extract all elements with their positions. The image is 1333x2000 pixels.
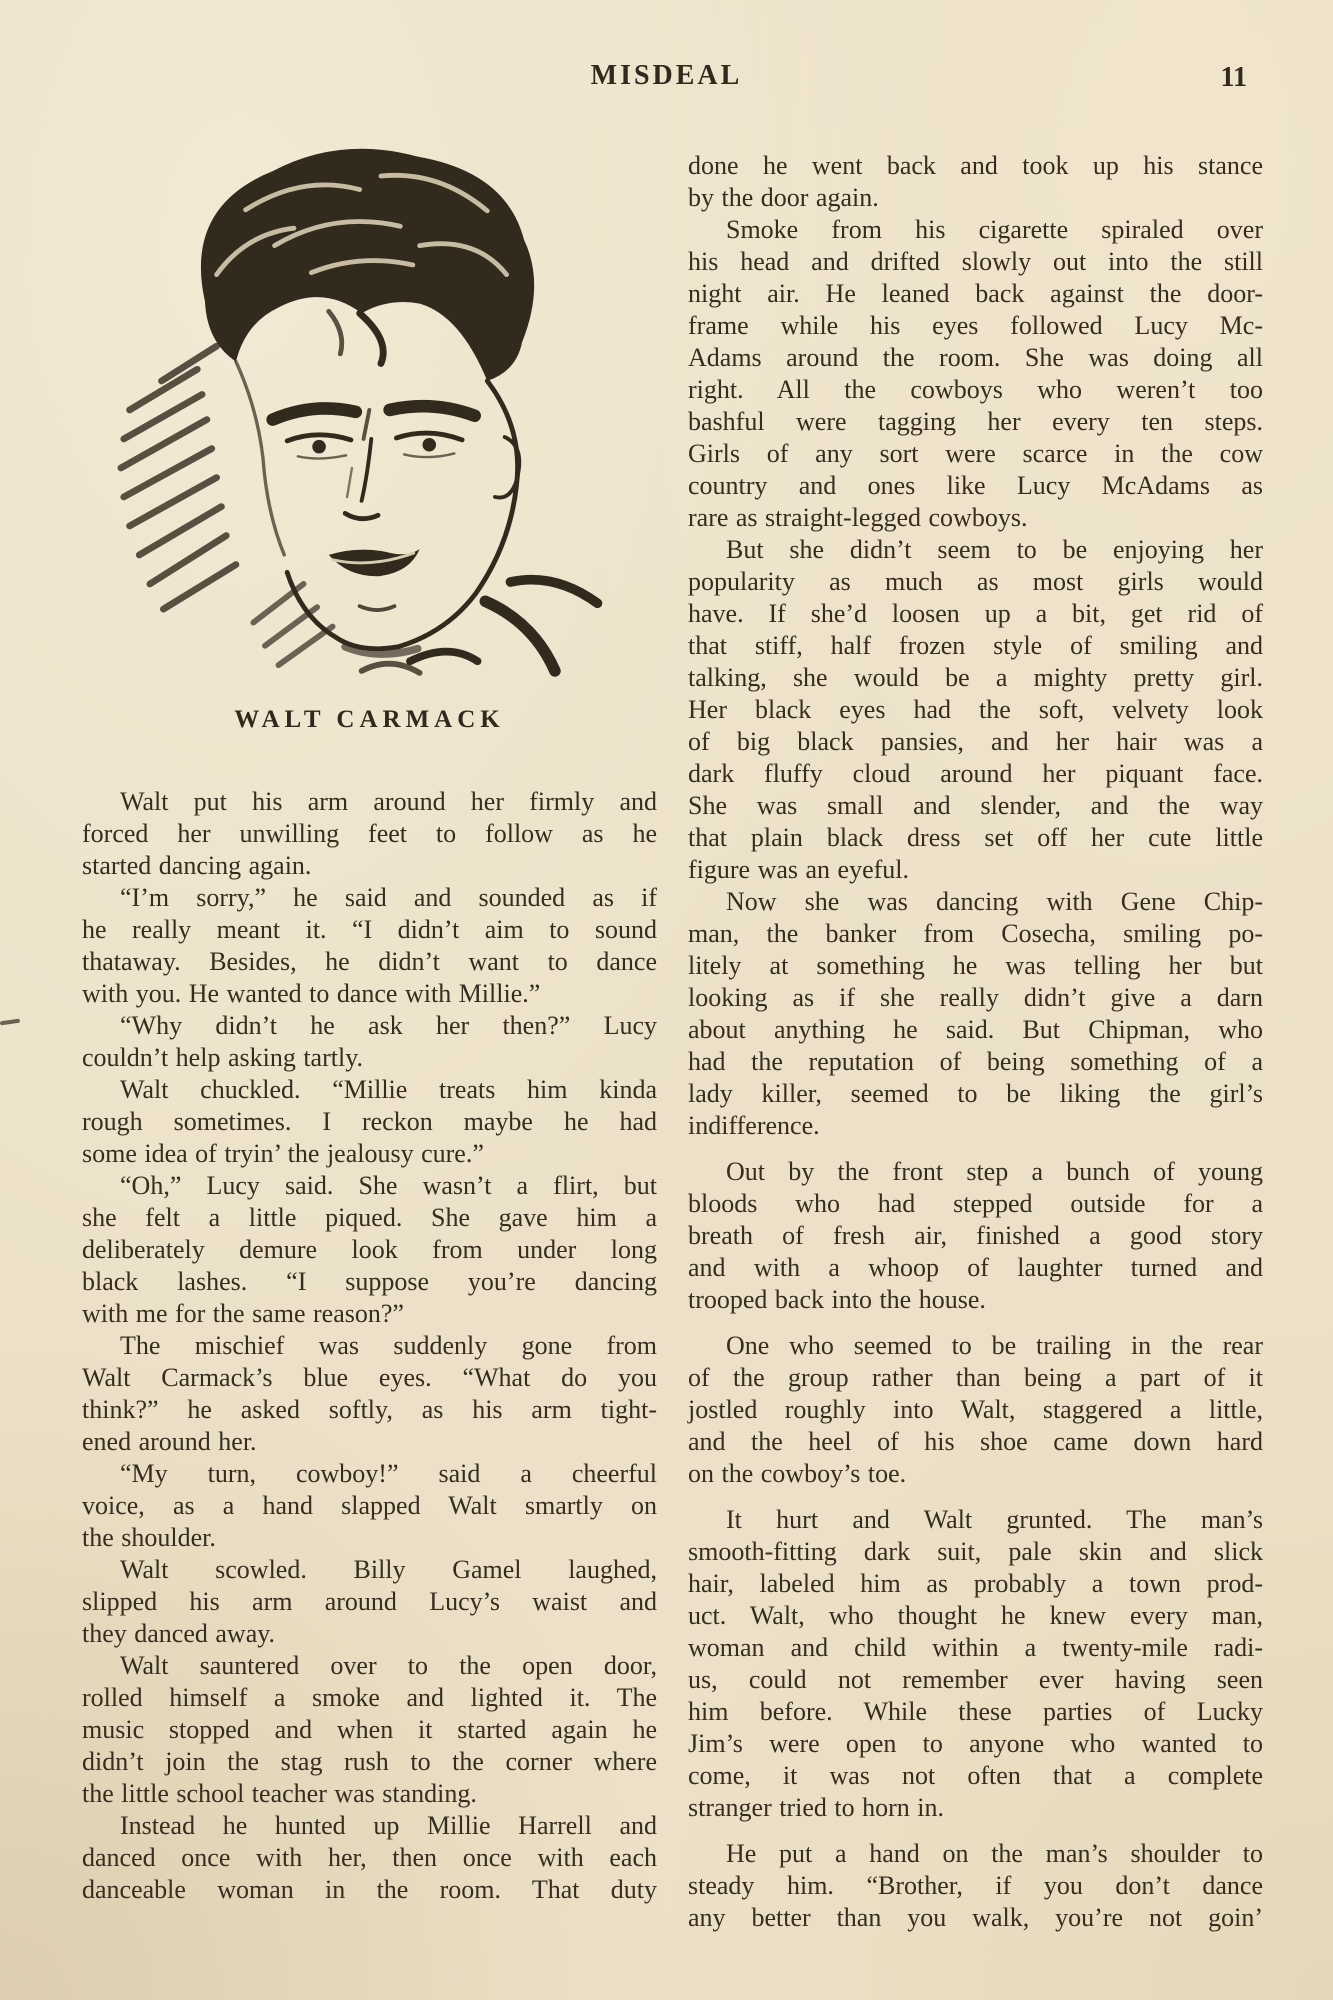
text-line: woman and child within a twenty-mile radi- xyxy=(688,1633,1263,1662)
paragraph xyxy=(688,150,1263,214)
paragraph xyxy=(688,214,1263,534)
paragraph xyxy=(82,1330,657,1458)
text-line: on the cowboy’s toe. xyxy=(688,1459,907,1488)
paragraph xyxy=(688,1156,1263,1316)
text-line: stranger tried to horn in. xyxy=(688,1793,944,1822)
right-column xyxy=(688,150,1263,1934)
text-line: and the heel of his shoe came down hard xyxy=(688,1427,1263,1456)
text-line: “I’m sorry,” he said and sounded as if xyxy=(120,883,657,912)
text-line: started dancing again. xyxy=(82,851,312,880)
paragraph xyxy=(82,1554,657,1650)
text-line: lady killer, seemed to be liking the girl’s xyxy=(688,1079,1263,1108)
text-line: “My turn, cowboy!” said a cheerful xyxy=(120,1459,657,1488)
text-line: Walt put his arm around her firmly and xyxy=(120,787,657,816)
text-line: ened around her. xyxy=(82,1427,257,1456)
text-line: of big black pansies, and her hair was a xyxy=(688,727,1263,756)
text-line: deliberately demure look from under long xyxy=(82,1235,657,1264)
text-line: Smoke from his cigarette spiraled over xyxy=(726,215,1263,244)
text-line: litely at something he was telling her but xyxy=(688,951,1263,980)
paragraph xyxy=(82,1458,657,1554)
text-line: popularity as much as most girls would xyxy=(688,567,1263,596)
text-line: danced once with her, then once with each xyxy=(82,1843,657,1872)
paragraph xyxy=(82,786,657,882)
text-line: smooth-fitting dark suit, pale skin and slick xyxy=(688,1537,1263,1566)
text-line: Instead he hunted up Millie Harrell and xyxy=(120,1811,657,1840)
text-line: rolled himself a smoke and lighted it. The xyxy=(82,1683,657,1712)
text-line: figure was an eyeful. xyxy=(688,855,910,884)
text-line: trooped back into the house. xyxy=(688,1285,986,1314)
text-line: Walt chuckled. “Millie treats him kinda xyxy=(120,1075,657,1104)
text-line: Her black eyes had the soft, velvety look xyxy=(688,695,1263,724)
page-number: 11 xyxy=(1220,62,1247,93)
text-line: voice, as a hand slapped Walt smartly on xyxy=(82,1491,657,1520)
paragraph xyxy=(82,1650,657,1810)
text-line: breath of fresh air, finished a good story xyxy=(688,1221,1263,1250)
text-line: that stiff, half frozen style of smiling and xyxy=(688,631,1263,660)
text-line: Jim’s were open to anyone who wanted to xyxy=(688,1729,1263,1758)
text-line: Adams around the room. She was doing all xyxy=(688,343,1263,372)
text-line: Out by the front step a bunch of young xyxy=(726,1157,1263,1186)
text-line: by the door again. xyxy=(688,183,879,212)
text-line: One who seemed to be trailing in the rear xyxy=(726,1331,1263,1360)
illustration-caption: WALT CARMACK xyxy=(234,706,505,733)
text-line: Walt sauntered over to the open door, xyxy=(120,1651,657,1680)
text-line: indifference. xyxy=(688,1111,820,1140)
text-line: they danced away. xyxy=(82,1619,276,1648)
text-line: He put a hand on the man’s shoulder to xyxy=(726,1839,1263,1868)
stray-pen-mark xyxy=(0,1019,20,1026)
text-line: It hurt and Walt grunted. The man’s xyxy=(726,1505,1263,1534)
text-line: some idea of tryin’ the jealousy cure.” xyxy=(82,1139,484,1168)
text-line: country and ones like Lucy McAdams as xyxy=(688,471,1263,500)
paragraph xyxy=(82,1170,657,1330)
text-line: with you. He wanted to dance with Millie.” xyxy=(82,979,541,1008)
text-line: didn’t join the stag rush to the corner where xyxy=(82,1747,657,1776)
text-line: danceable woman in the room. That duty xyxy=(82,1875,657,1904)
text-line: she felt a little piqued. She gave him a xyxy=(82,1203,657,1232)
text-line: rare as straight-legged cowboys. xyxy=(688,503,1028,532)
paragraph xyxy=(82,1810,657,1906)
text-line: looking as if she really didn’t give a darn xyxy=(688,983,1263,1012)
text-line: “Why didn’t he ask her then?” Lucy xyxy=(120,1011,657,1040)
text-line: done he went back and took up his stance xyxy=(688,151,1263,180)
text-line: music stopped and when it started again he xyxy=(82,1715,657,1744)
text-line: with me for the same reason?” xyxy=(82,1299,404,1328)
paragraph xyxy=(82,882,657,1010)
paragraph xyxy=(82,1074,657,1170)
text-line: uct. Walt, who thought he knew every man, xyxy=(688,1601,1263,1630)
paragraph xyxy=(688,1330,1263,1490)
text-line: bloods who had stepped outside for a xyxy=(688,1189,1263,1218)
text-line: about anything he said. But Chipman, who xyxy=(688,1015,1263,1044)
text-line: steady him. “Brother, if you don’t dance xyxy=(688,1871,1263,1900)
text-line: have. If she’d loosen up a bit, get rid of xyxy=(688,599,1263,628)
paragraph xyxy=(688,886,1263,1142)
text-line: him before. While these parties of Lucky xyxy=(688,1697,1263,1726)
text-line: Walt scowled. Billy Gamel laughed, xyxy=(120,1555,657,1584)
text-line: night air. He leaned back against the door- xyxy=(688,279,1263,308)
text-line: couldn’t help asking tartly. xyxy=(82,1043,364,1072)
text-line: had the reputation of being something of a xyxy=(688,1047,1263,1076)
text-line: hair, labeled him as probably a town prod- xyxy=(688,1569,1263,1598)
portrait-sketch-icon xyxy=(60,118,640,698)
text-line: think?” he asked softly, as his arm tight- xyxy=(82,1395,657,1424)
text-line: and with a whoop of laughter turned and xyxy=(688,1253,1263,1282)
text-line: his head and drifted slowly out into the still xyxy=(688,247,1263,276)
text-line: dark fluffy cloud around her piquant face. xyxy=(688,759,1263,788)
paragraph xyxy=(82,1010,657,1074)
left-column-text xyxy=(82,786,657,1906)
text-line: Girls of any sort were scarce in the cow xyxy=(688,439,1263,468)
text-line: slipped his arm around Lucy’s waist and xyxy=(82,1587,657,1616)
paragraph xyxy=(688,534,1263,886)
text-line: of the group rather than being a part of it xyxy=(688,1363,1263,1392)
text-line: rough sometimes. I reckon maybe he had xyxy=(82,1107,657,1136)
left-column xyxy=(82,118,657,1906)
text-line: right. All the cowboys who weren’t too xyxy=(688,375,1263,404)
text-line: black lashes. “I suppose you’re dancing xyxy=(82,1267,657,1296)
text-line: Now she was dancing with Gene Chip- xyxy=(726,887,1263,916)
paragraph xyxy=(688,1504,1263,1824)
text-line: talking, she would be a mighty pretty girl. xyxy=(688,663,1263,692)
text-line: bashful were tagging her every ten steps. xyxy=(688,407,1263,436)
text-line: “Oh,” Lucy said. She wasn’t a flirt, but xyxy=(120,1171,657,1200)
text-line: forced her unwilling feet to follow as he xyxy=(82,819,657,848)
page-title: MISDEAL xyxy=(590,60,743,91)
text-line: But she didn’t seem to be enjoying her xyxy=(726,535,1263,564)
text-line: that plain black dress set off her cute little xyxy=(688,823,1263,852)
text-line: The mischief was suddenly gone from xyxy=(120,1331,657,1360)
text-line: thataway. Besides, he didn’t want to dance xyxy=(82,947,657,976)
text-line: Walt Carmack’s blue eyes. “What do you xyxy=(82,1363,657,1392)
text-line: he really meant it. “I didn’t aim to sound xyxy=(82,915,657,944)
text-line: any better than you walk, you’re not goin’ xyxy=(688,1903,1263,1932)
text-line: frame while his eyes followed Lucy Mc- xyxy=(688,311,1263,340)
paragraph xyxy=(688,1838,1263,1934)
text-line: come, it was not often that a complete xyxy=(688,1761,1263,1790)
text-line: us, could not remember ever having seen xyxy=(688,1665,1263,1694)
text-line: She was small and slender, and the way xyxy=(688,791,1263,820)
text-line: the little school teacher was standing. xyxy=(82,1779,477,1808)
text-line: man, the banker from Cosecha, smiling po- xyxy=(688,919,1263,948)
walt-carmack-portrait-illustration xyxy=(60,118,640,698)
text-line: jostled roughly into Walt, staggered a little, xyxy=(688,1395,1263,1424)
text-line: the shoulder. xyxy=(82,1523,216,1552)
